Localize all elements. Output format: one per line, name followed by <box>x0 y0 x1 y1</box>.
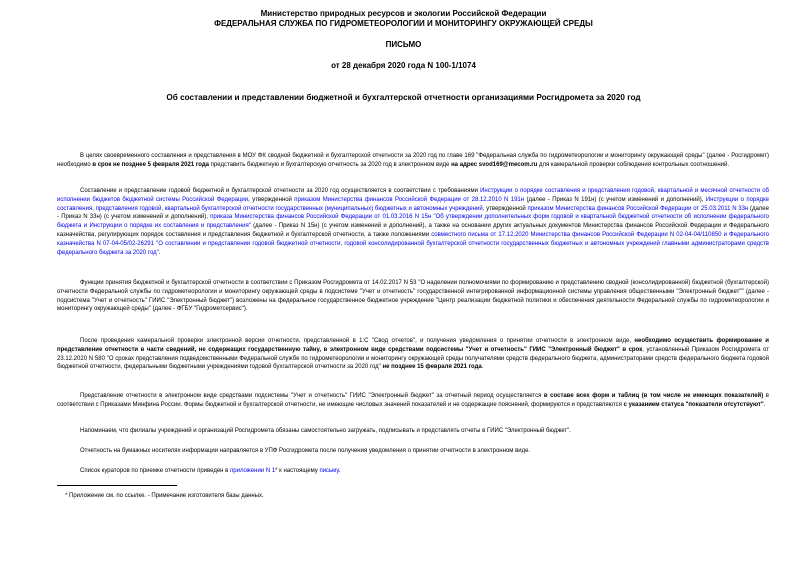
footnote-text: * Приложение см. по ссылке. - Примечание изготовителя базы данных. <box>65 493 264 499</box>
link-joint-letter[interactable]: совместного письма от 17.12.2020 Министерства финансов Российской Федерации N 02-04-04/110850 и Федерального казначейства N 07-04-05/02-26291 "О составлении и представлении годовой бюджетной отчетности, годовой консолидированной бухгалтерской отчетности государственных бюджетных и автономных учреждений главными администраторами средств федерального бюджета за 2020 год" <box>57 231 769 256</box>
link-appendix-1[interactable]: приложении N 1 <box>230 468 276 474</box>
paragraph-5: Представление отчетности в электронном виде средствами подсистемы "Учет и отчетность" ГИИС "Электронный бюджет" за отчетный период осуществляется в составе всех форм и таблиц (в том числе не имеющих показателей) в соответствии с Приказами Минфина России. Формы бюджетной и бухгалтерской отчетности, не имеющие числовых значений показателей и не содержащие пояснений, формируются и представляются с указанием статуса "показатели отсутствуют". <box>57 393 769 408</box>
paragraph-7: Отчетность на бумажных носителях информации направляется в УПФ Росгидромета после получения уведомления о принятии отчетности в электронном виде. <box>80 448 531 454</box>
link-order-191n[interactable]: приказом Министерства финансов Российской Федерации от 28.12.2010 N 191н <box>294 196 525 203</box>
paragraph-3: Функции принятия бюджетной и бухгалтерской отчетности в соответствии с Приказом Росгидромета от 14.02.2017 N 53 "О наделении полномочиями по формированию и представлению сводной (консолидированной) бюджетной (бухгалтерской) отчетности Федеральной службы по гидрометеорологии и мониторингу окружающей среды в подсистеме "Учет и отчетность" государственной интегрированной информационной системы управления общественными "Электронный бюджет"" (далее - подсистема "Учет и отчетность" ГИИС "Электронный бюджет") возложены на федеральное государственное бюджетное учреждение "Центр реализации бюджетной политики и обеспечения деятельности Федеральной службы по гидрометеорологии и мониторингу окружающей среды" (далее - ФГБУ "Гидрометсервис"). <box>57 280 769 313</box>
link-instruction-33n[interactable]: Инструкции о порядке составления, представления годовой, квартальной бухгалтерской отчетности государственных (муниципальных) бюджетных и автономных учреждений <box>57 196 769 212</box>
link-instruction-191n[interactable]: Инструкции о порядке составления и представления годовой, квартальной и месячной отчетности об исполнении бюджетов бюджетной системы Российской Федерации <box>57 188 769 203</box>
paragraph-4: После проведения камеральной проверки электронной версии отчетности, представленной в 1:С "Свод отчетов", и получения уведомления о принятии отчетности в электронном виде, необходимо осуществить формирование и представление отчетности в части сведений, не содержащих государственную тайну, в электронном виде средствами подсистемы "Учет и отчетность" ГИИС "Электронный бюджет" в срок, установленный Приказом Росгидромета от 23.12.2020 N 580 "О сроках представления подведомственными Федеральной службе по гидрометеорологии и мониторингу окружающей среды получателями средств федерального бюджета, администраторами средств федерального бюджета годовой бюджетной отчетности, федеральными бюджетными учреждениями годовой бухгалтерской отчетности за 2020 год" не позднее 15 февраля 2021 года. <box>57 338 769 371</box>
paragraph-1: В целях своевременного составления и представления в МОУ ФК сводной бюджетной и бухгалтерской отчетности за 2020 год по главе 169 "Федеральная служба по гидрометеорологии и мониторингу окружающей среды" (далее - Росгидромет) необходимо в срок не позднее 5 февраля 2021 года представить бюджетную и бухгалтерскую отчетность за 2020 год в электронном виде на адрес svod169@mecom.ru для камеральной проверки соблюдения контрольных соотношений. <box>57 153 769 168</box>
link-order-33n[interactable]: приказом Министерства финансов Российской Федерации от 25.03.2011 N 33н <box>527 205 749 212</box>
service-name: ФЕДЕРАЛЬНАЯ СЛУЖБА ПО ГИДРОМЕТЕОРОЛОГИИ И МОНИТОРИНГУ ОКРУЖАЮЩЕЙ СРЕДЫ <box>214 19 593 28</box>
document-date-number: от 28 декабря 2020 года N 100-1/1074 <box>331 61 476 70</box>
ministry-name: Министерство природных ресурсов и экологии Российской Федерации <box>260 9 547 18</box>
document-title: Об составлении и представлении бюджетной и бухгалтерской отчетности организациями Росгидромета за 2020 год <box>166 93 641 102</box>
link-order-15n[interactable]: приказа Министерства финансов Российской Федерации от 01.03.2016 N 15н "Об утверждении дополнительных форм годовой и квартальной бюджетной отчетности об исполнении федерального бюджета и Инструкции о порядке их составления и представления" <box>57 214 769 230</box>
footnote-divider <box>57 485 177 486</box>
paragraph-2: Составление и представление годовой бюджетной и бухгалтерской отчетности за 2020 год осуществляется в соответствии с требованиями Инструкции о порядке составления и представления годовой, квартальной и месячной отчетности об исполнении бюджетов бюджетной системы Российской Федерации, утвержденной приказом Министерства финансов Российской Федерации от 28.12.2010 N 191н (далее - Приказ N 191н) (с учетом изменений и дополнений), Инструкции о порядке составления, представления годовой, квартальной бухгалтерской отчетности государственных (муниципальных) бюджетных и автономных учреждений, утвержденной приказом Министерства финансов Российской Федерации от 25.03.2011 N 33н (далее - Приказ N 33н) (с учетом изменений и дополнений), приказа Министерства финансов Российской Федерации от 01.03.2016 N 15н "Об утверждении дополнительных форм годовой и квартальной бюджетной отчетности об исполнении федерального бюджета и Инструкции о порядке их составления и представления" (далее - Приказ N 15н) (с учетом изменений и дополнений), а также на основании других актуальных документов Министерства финансов Российской Федерации и Федерального казначейства, регулирующих порядок составления и представления бюджетной и бухгалтерской отчетности, а также положениями совместного письма от 17.12.2020 Министерства финансов Российской Федерации N 02-04-04/110850 и Федерального казначейства N 07-04-05/02-26291 "О составлении и представлении годовой бюджетной отчетности, годовой консолидированной бухгалтерской отчетности государственных бюджетных и автономных учреждений главными администраторами средств федерального бюджета за 2020 год". <box>57 188 769 256</box>
document-type: ПИСЬМО <box>385 40 422 49</box>
footnote <box>57 492 769 500</box>
paragraph-6: Напоминаем, что филиалы учреждений и организаций Росгидромета обязаны самостоятельно загружать, подписывать и представлять отчеты в ГИИС "Электронный бюджет". <box>80 428 571 434</box>
link-letter[interactable]: письму <box>319 468 339 474</box>
paragraph-8: Список кураторов по приемке отчетности приведен в приложении N 1* к настоящему письму. <box>80 468 341 474</box>
